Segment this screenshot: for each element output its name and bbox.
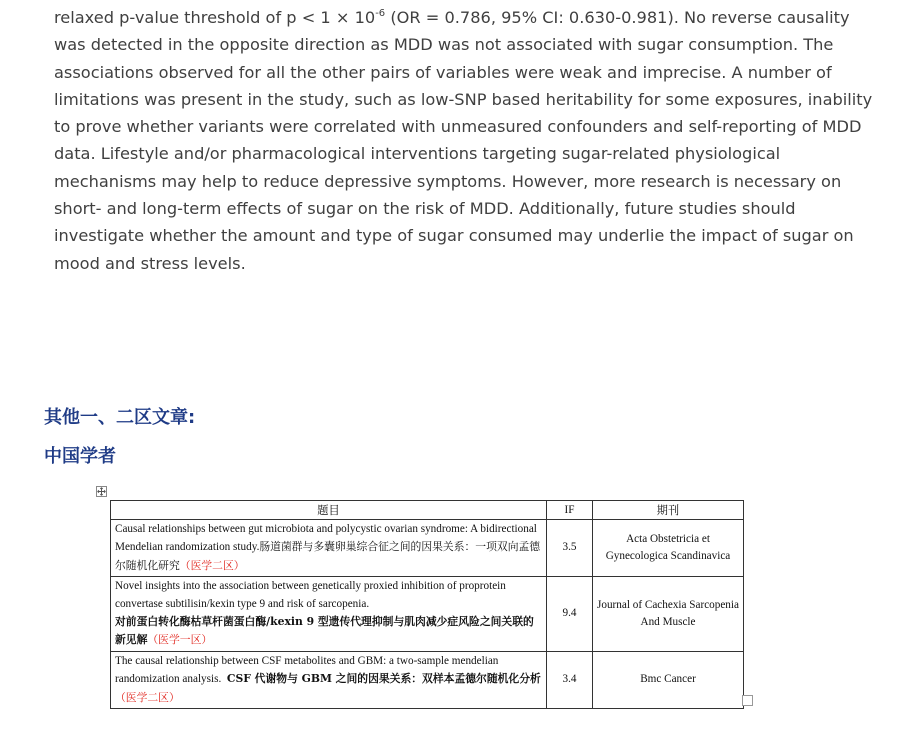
impact-factor: 3.5 <box>547 520 593 577</box>
header-if: IF <box>547 501 593 520</box>
zone-badge: （医学一区） <box>147 633 213 647</box>
table-row <box>111 520 744 577</box>
header-title: 题目 <box>111 501 547 520</box>
section-heading: 其他一、二区文章: <box>44 407 196 428</box>
article-title-en: Novel insights into the association between genetically proxied inhibition of proprotein convertase subtilisin/kexin type 9 and risk of sarcopenia. <box>115 580 506 610</box>
subheading-chinese-scholars: 中国学者 <box>44 446 116 467</box>
impact-factor: 3.4 <box>547 651 593 708</box>
journal-name: Journal of Cachexia Sarcopenia And Muscle <box>593 577 744 652</box>
article-title-cell <box>111 651 547 708</box>
abstract-exponent: -6 <box>375 7 386 19</box>
article-title-cell <box>111 577 547 652</box>
abstract-text-rest: (OR = 0.786, 95% CI: 0.630-0.981). No reverse causality was detected in the opposite direction as MDD was not associated with sugar consumption. The associations observed for all the other pairs of variables were weak and imprecise. A number of limitations was present in the study, such as low-SNP based heritability for some exposures, inability to prove whether variants were correlated with unmeasured confounders and self-reporting of MDD data. Lifestyle and/or pharmacological interventions targeting sugar-related physiological mechanisms may help to reduce depressive symptoms. However, more research is necessary on short- and long-term effects of sugar on the risk of MDD. Additionally, future studies should investigate whether the amount and type of sugar consumed may underlie the impact of sugar on mood and stress levels. <box>54 8 873 273</box>
abstract-paragraph <box>54 4 874 277</box>
header-journal: 期刊 <box>593 501 744 520</box>
table-move-handle-icon[interactable] <box>96 486 107 497</box>
article-title-zh: 对前蛋白转化酶枯草杆菌蛋白酶/kexin 9 型遗传代理抑制与肌肉减少症风险之间关联的新见解 <box>115 615 534 647</box>
articles-table <box>110 500 744 709</box>
table-row <box>111 651 744 708</box>
article-title-zh: CSF 代谢物与 GBM 之间的因果关系：双样本孟德尔随机化分析 <box>226 672 541 686</box>
zone-badge: （医学二区） <box>179 558 245 572</box>
journal-name: Acta Obstetricia et Gynecologica Scandinavica <box>593 520 744 577</box>
journal-name: Bmc Cancer <box>593 651 744 708</box>
article-title-cell <box>111 520 547 577</box>
table-row <box>111 577 744 652</box>
article-title-en: The causal relationship between CSF metabolites and GBM: a two-sample mendelian randomization analysis. <box>115 654 499 686</box>
article-title-en: Causal relationships between gut microbiota and polycystic ovarian syndrome: A bidirectional Mendelian randomization study. <box>115 523 537 554</box>
abstract-text-start: relaxed p-value threshold of p < 1 × 10 <box>54 8 376 27</box>
zone-badge: （医学二区） <box>115 690 180 704</box>
impact-factor: 9.4 <box>547 577 593 652</box>
article-title-zh: 肠道菌群与多囊卵巢综合征之间的因果关系：一项双向孟德尔随机化研究 <box>115 540 541 572</box>
table-header-row <box>111 501 744 520</box>
table-resize-handle[interactable] <box>742 695 753 706</box>
